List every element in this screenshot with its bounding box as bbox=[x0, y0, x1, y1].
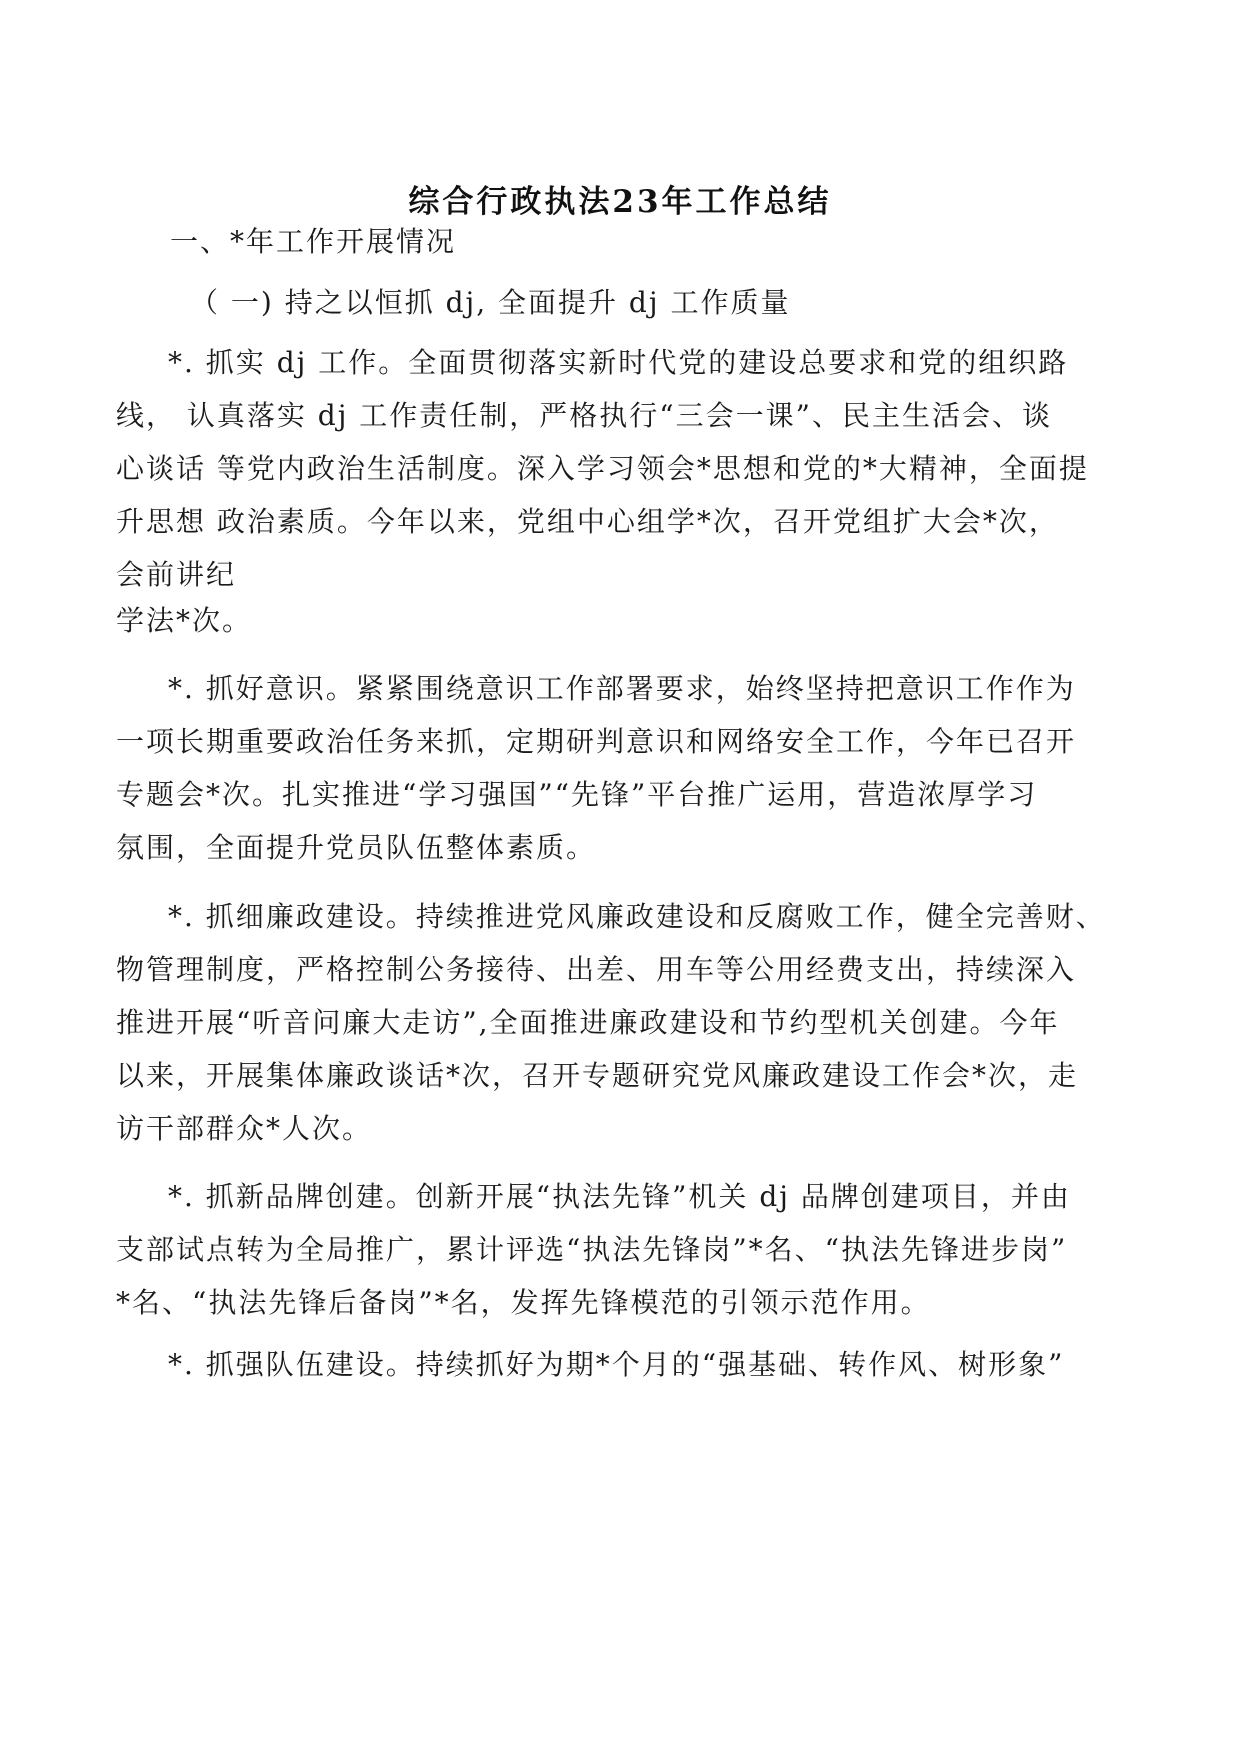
paragraph-line: 心谈话 等党内政治生活制度。深入学习领会*思想和党的*大精神，全面提 bbox=[116, 452, 1089, 485]
subsection-heading: （ 一) 持之以恒抓 dj, 全面提升 dj 工作质量 bbox=[190, 286, 791, 319]
paragraph-line: 以来，开展集体廉政谈话*次，召开专题研究党风廉政建设工作会*次，走 bbox=[116, 1059, 1079, 1092]
section-heading: 一、*年工作开展情况 bbox=[170, 225, 457, 258]
paragraph-line: *. 抓强队伍建设。持续抓好为期*个月的“强基础、转作风、树形象” bbox=[168, 1348, 1065, 1381]
paragraph-line: 线， 认真落实 dj 工作责任制，严格执行“三会一课”、民主生活会、谈 bbox=[116, 399, 1052, 432]
paragraph-line: 访干部群众*人次。 bbox=[116, 1112, 373, 1145]
paragraph-line: 物管理制度，严格控制公务接待、出差、用车等公用经费支出，持续深入 bbox=[116, 953, 1077, 986]
paragraph-line: 学法*次。 bbox=[116, 604, 253, 637]
paragraph-line: 会前讲纪 bbox=[116, 558, 237, 591]
paragraph-line: *名、“执法先锋后备岗”*名，发挥先锋模范的引领示范作用。 bbox=[116, 1286, 931, 1319]
paragraph-line: 专题会*次。扎实推进“学习强国”“先锋”平台推广运用，营造浓厚学习 bbox=[116, 778, 1038, 811]
paragraph-line: 支部试点转为全局推广，累计评选“执法先锋岗”*名、“执法先锋进步岗” bbox=[116, 1233, 1068, 1266]
paragraph-line: 氛围，全面提升党员队伍整体素质。 bbox=[116, 831, 597, 864]
paragraph-line: *. 抓新品牌创建。创新开展“执法先锋”机关 dj 品牌创建项目，并由 bbox=[168, 1180, 1071, 1213]
paragraph-line: *. 抓细廉政建设。持续推进党风廉政建设和反腐败工作，健全完善财、 bbox=[168, 900, 1106, 933]
paragraph-line: 一项长期重要政治任务来抓，定期研判意识和网络安全工作，今年已召开 bbox=[116, 725, 1077, 758]
paragraph-line: *. 抓好意识。紧紧围绕意识工作部署要求，始终坚持把意识工作作为 bbox=[168, 672, 1076, 705]
paragraph-line: 推进开展“听音问廉大走访”,全面推进廉政建设和节约型机关创建。今年 bbox=[116, 1006, 1060, 1039]
document-title: 综合行政执法23年工作总结 bbox=[408, 184, 832, 220]
paragraph-line: *. 抓实 dj 工作。全面贯彻落实新时代党的建设总要求和党的组织路 bbox=[168, 346, 1069, 379]
paragraph-line: 升思想 政治素质。今年以来，党组中心组学*次，召开党组扩大会*次， bbox=[116, 505, 1059, 538]
